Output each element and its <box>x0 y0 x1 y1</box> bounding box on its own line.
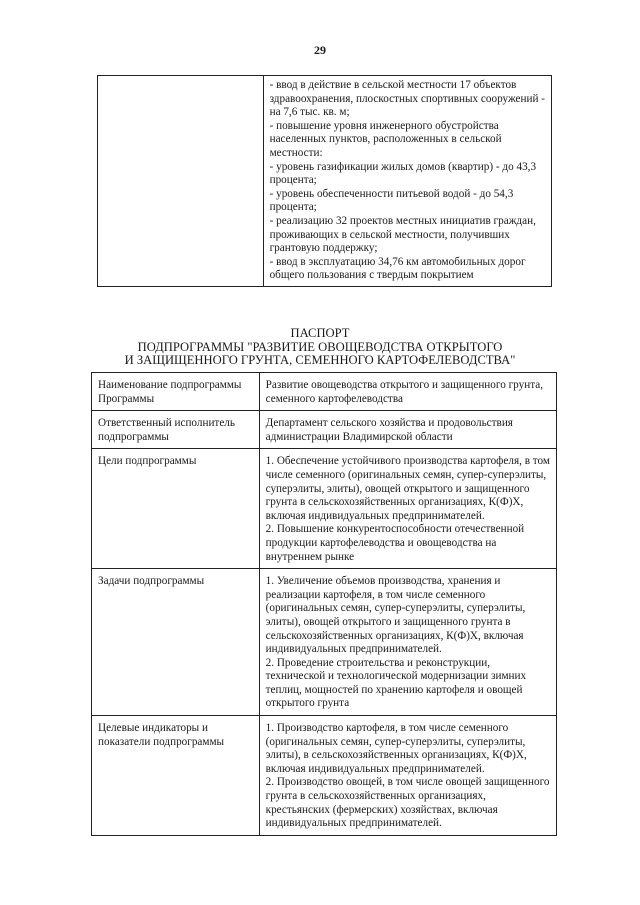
field-label-cell <box>92 449 260 569</box>
text-line: числе семенного (оригинальных семян, супер-суперэлиты, <box>265 468 547 481</box>
text-line: проживающих в сельской местности, получивших <box>269 228 510 241</box>
text-line: показатели подпрограммы <box>98 735 225 748</box>
text-line: элиты), в сельскохозяйственных организациях, К(Ф)Х, <box>265 749 527 762</box>
text-line: индивидуальных предпринимателей. <box>265 817 442 830</box>
text-line: местности: <box>269 146 323 159</box>
table-row <box>92 716 557 836</box>
continuation-table <box>97 75 552 287</box>
field-label-cell <box>92 569 260 716</box>
text-line: суперэлиты, элиты), овощей открытого и защищенного <box>265 482 530 495</box>
text-line: 1. Обеспечение устойчивого производства картофеля, в том <box>265 455 550 468</box>
text-line: 2. Повышение конкурентоспособности отечественной <box>265 523 525 536</box>
text-line: здравоохранения, плоскостных спортивных сооружений - <box>269 92 545 105</box>
text-line: включая индивидуальных предпринимателей. <box>265 762 485 775</box>
continuation-value-cell <box>263 76 551 287</box>
text-line: администрации Владимирской области <box>265 430 453 443</box>
text-line: грунта в сельскохозяйственных организациях, <box>265 790 486 803</box>
empty-label-cell <box>98 76 264 287</box>
text-line: ПАСПОРТ <box>290 326 350 340</box>
table-row <box>92 449 557 569</box>
table-row <box>98 76 552 287</box>
text-line: процента; <box>269 201 317 214</box>
text-line: крестьянских (фермерских) хозяйствах, включая <box>265 803 498 816</box>
text-line: Департамент сельского хозяйства и продовольствия <box>265 417 513 430</box>
text-line: (оригинальных семян, супер-суперэлиты, суперэлиты, <box>265 735 526 748</box>
text-line: на 7,6 тыс. кв. м; <box>269 106 350 119</box>
text-line: реализации картофеля, в том числе семенного <box>265 588 486 601</box>
text-line: элиты), овощей открытого и защищенного грунта в <box>265 615 511 628</box>
text-line: Ответственный исполнитель <box>98 417 235 430</box>
text-line: - повышение уровня инженерного обустройства <box>269 119 499 132</box>
text-line: 2. Проведение строительства и реконструкции, <box>265 656 490 669</box>
text-line: продукции картофелеводства и овощеводства на <box>265 536 497 549</box>
text-line: - уровень обеспеченности питьевой водой - до 54,3 <box>269 187 514 200</box>
table-row <box>92 411 557 449</box>
field-value-cell <box>259 569 556 716</box>
text-line: общего пользования с твердым покрытием <box>269 269 474 282</box>
passport-table <box>91 372 557 836</box>
field-value-cell <box>259 373 556 411</box>
text-line: Программы <box>98 392 155 405</box>
field-value-cell <box>259 716 556 836</box>
page-number: 29 <box>314 43 326 57</box>
text-line: технической и технологической модернизации зимних <box>265 670 527 683</box>
text-line: теплиц, мощностей по хранению картофеля и овощей <box>265 683 523 696</box>
text-line: - ввод в действие в сельской местности 17 объектов <box>269 79 517 91</box>
text-line: Целевые индикаторы и <box>98 722 208 735</box>
text-line: - уровень газификации жилых домов (квартир) - до 43,3 <box>269 160 537 173</box>
text-line: подпрограммы <box>98 430 169 443</box>
text-line: грантовую поддержку; <box>269 242 378 255</box>
text-line: (оригинальных семян, супер-суперэлиты, суперэлиты, <box>265 602 526 615</box>
text-line: процента; <box>269 174 317 187</box>
text-line: - реализацию 32 проектов местных инициатив граждан, <box>269 214 536 227</box>
text-line: Задачи подпрограммы <box>98 575 205 588</box>
text-line: внутреннем рынке <box>265 550 355 563</box>
text-line: включая индивидуальных предпринимателей. <box>265 509 485 522</box>
text-line: - ввод в эксплуатацию 34,76 км автомобильных дорог <box>269 255 526 268</box>
table-row <box>92 569 557 716</box>
table-row <box>92 373 557 411</box>
text-line: ПОДПРОГРАММЫ "РАЗВИТИЕ ОВОЩЕВОДСТВА ОТКРЫТОГО <box>137 339 503 354</box>
text-line: грунта в сельскохозяйственных организациях, К(Ф)Х, <box>265 496 524 509</box>
text-line: открытого грунта <box>265 697 350 710</box>
text-line: 1. Производство картофеля, в том числе семенного <box>265 722 509 735</box>
text-line: И ЗАЩИЩЕННОГО ГРУНТА, СЕМЕННОГО КАРТОФЕЛЕВОДСТВА" <box>124 353 516 367</box>
field-value-cell <box>259 449 556 569</box>
text-line: семенного картофелеводства <box>265 392 403 405</box>
passport-title <box>0 327 640 368</box>
text-line: Цели подпрограммы <box>98 455 197 468</box>
field-label-cell <box>92 716 260 836</box>
text-line: индивидуальных предпринимателей. <box>265 643 442 656</box>
field-label-cell <box>92 411 260 449</box>
text-line: Развитие овощеводства открытого и защищенного грунта, <box>265 379 543 391</box>
text-line: Наименование подпрограммы <box>98 379 242 391</box>
field-label-cell <box>92 373 260 411</box>
text-line: населенных пунктов, расположенных в сельской <box>269 133 502 146</box>
field-value-cell <box>259 411 556 449</box>
text-line: 2. Производство овощей, в том числе овощей защищенного <box>265 776 550 789</box>
text-line: 1. Увеличение объемов производства, хранения и <box>265 575 501 588</box>
text-line: сельскохозяйственных организациях, К(Ф)Х, включая <box>265 629 524 642</box>
